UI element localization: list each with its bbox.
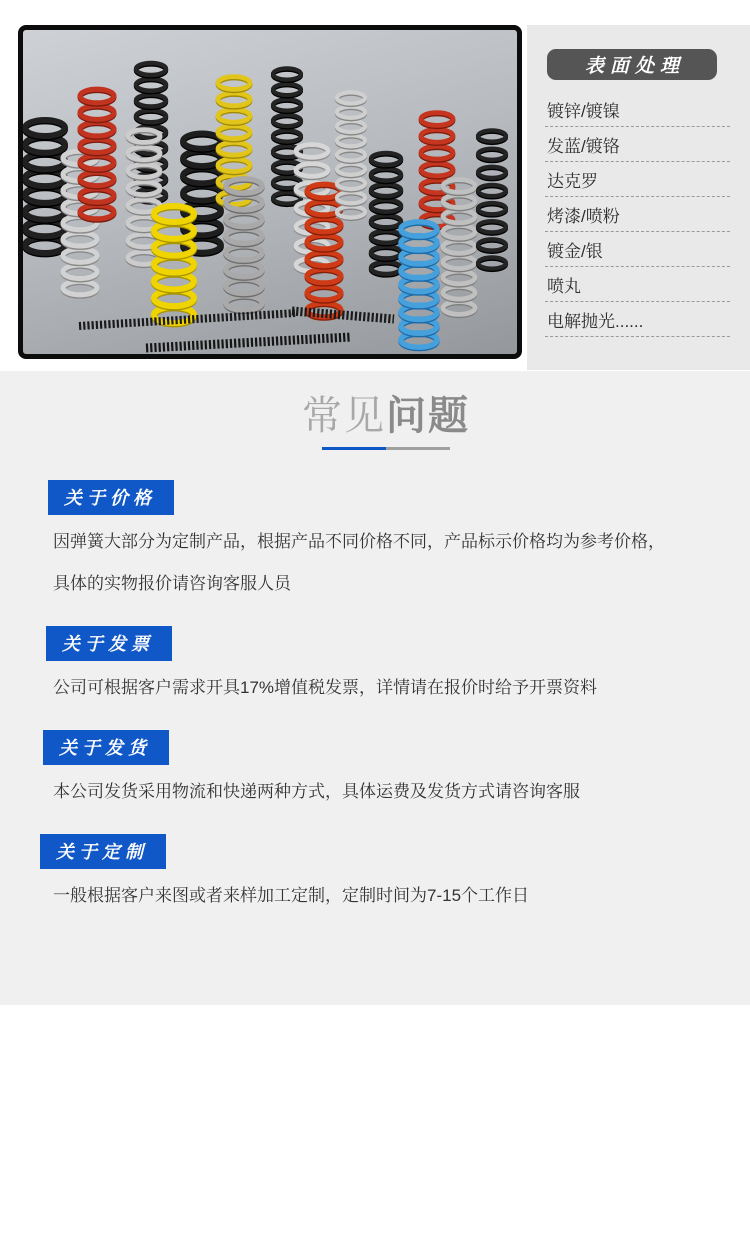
surface-treatment-title: 表面处理 <box>547 49 717 80</box>
faq-item-label: 关于发票 <box>46 626 172 661</box>
faq-item-text: 公司可根据客户需求开具17%增值税发票，详情请在报价时给予开票资料 <box>53 678 598 697</box>
treatment-item: 喷丸 <box>545 267 730 302</box>
faq-list <box>0 480 750 911</box>
springs-illustration <box>23 30 517 354</box>
treatment-item: 镀锌/镀镍 <box>545 92 730 127</box>
faq-title <box>0 393 750 439</box>
faq-item-label: 关于发货 <box>43 730 169 765</box>
faq-item-text: 因弹簧大部分为定制产品，根据产品不同价格不同，产品标示价格均为参考价格， <box>53 532 665 551</box>
faq-item-label: 关于价格 <box>48 480 174 515</box>
surface-treatment-list <box>545 92 730 337</box>
product-photo <box>18 25 522 359</box>
faq-item <box>0 730 750 807</box>
treatment-item: 电解抛光...... <box>545 302 730 337</box>
faq-item-text: 具体的实物报价请咨询客服人员 <box>53 574 291 593</box>
treatment-item: 镀金/银 <box>545 232 730 267</box>
faq-item-text: 本公司发货采用物流和快递两种方式，具体运费及发货方式请咨询客服 <box>53 782 580 801</box>
treatment-item: 发蓝/镀铬 <box>545 127 730 162</box>
faq-title-light: 常见 <box>302 394 386 438</box>
faq-title-underline <box>322 447 450 450</box>
faq-item <box>0 480 750 599</box>
faq-item-label: 关于定制 <box>40 834 166 869</box>
faq-item-text: 一般根据客户来图或者来样加工定制，定制时间为7-15个工作日 <box>53 886 530 905</box>
treatment-item: 达克罗 <box>545 162 730 197</box>
treatment-item: 烤漆/喷粉 <box>545 197 730 232</box>
faq-item <box>0 626 750 703</box>
underline-gray-half <box>386 447 450 450</box>
underline-accent-half <box>322 447 386 450</box>
faq-title-bold: 问题 <box>386 394 470 438</box>
faq-section <box>0 371 750 1005</box>
faq-item <box>0 834 750 911</box>
surface-treatment-panel <box>527 25 750 370</box>
